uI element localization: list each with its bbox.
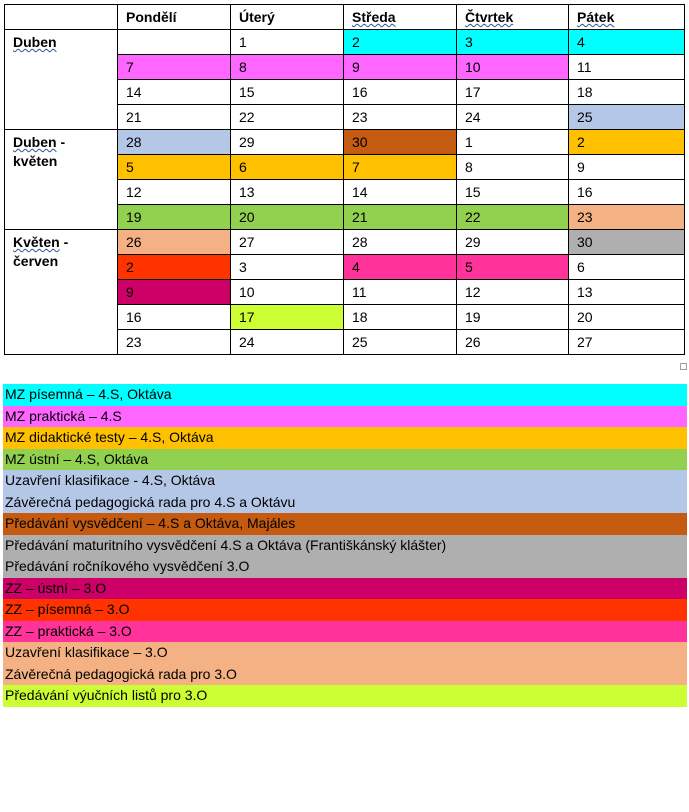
day-cell: 8 bbox=[457, 155, 569, 180]
legend-entry bbox=[3, 578, 687, 600]
day-cell: 1 bbox=[457, 130, 569, 155]
day-cell: 14 bbox=[118, 80, 231, 105]
day-cell: 3 bbox=[231, 255, 344, 280]
color-legend bbox=[3, 384, 687, 707]
month-label-part: Duben bbox=[13, 34, 57, 50]
day-cell: 20 bbox=[231, 205, 344, 230]
header-corner-cell bbox=[5, 5, 118, 30]
month-label-part: Duben bbox=[13, 134, 57, 150]
legend-entry bbox=[3, 449, 687, 471]
legend-text: Předávání ročníkového vysvědčení 3.O bbox=[5, 558, 250, 574]
day-cell: 10 bbox=[457, 55, 569, 80]
month-label-cell bbox=[5, 230, 118, 355]
day-cell: 21 bbox=[118, 105, 231, 130]
calendar-table bbox=[4, 4, 685, 355]
legend-text: Závěrečná pedagogická rada pro 4.S a Oktávu bbox=[5, 493, 296, 510]
legend-text: Závěrečná pedagogická rada pro 3.O bbox=[5, 665, 237, 682]
month-label-part: - bbox=[59, 234, 69, 250]
day-header-cell bbox=[118, 5, 231, 30]
day-header-cell bbox=[344, 5, 457, 30]
month-label-cell bbox=[5, 130, 118, 230]
day-cell: 22 bbox=[457, 205, 569, 230]
day-cell: 18 bbox=[569, 80, 685, 105]
legend-entry bbox=[3, 513, 687, 535]
legend-text: Uzavření klasifikace - 4.S, Oktáva bbox=[5, 472, 216, 488]
day-cell: 27 bbox=[569, 330, 685, 355]
day-header-cell bbox=[569, 5, 685, 30]
month-label-part: Květen bbox=[13, 234, 60, 250]
calendar-body bbox=[5, 30, 685, 355]
calendar-header-row bbox=[5, 5, 685, 30]
month-label-cell bbox=[5, 30, 118, 130]
legend-text: ZZ – písemná – 3.O bbox=[5, 601, 130, 617]
day-cell: 6 bbox=[231, 155, 344, 180]
day-cell: 7 bbox=[344, 155, 457, 180]
day-cell: 27 bbox=[231, 230, 344, 255]
day-cell: 5 bbox=[118, 155, 231, 180]
day-cell: 18 bbox=[344, 305, 457, 330]
day-cell: 2 bbox=[569, 130, 685, 155]
legend-entry bbox=[3, 535, 687, 578]
legend-text: ZZ – praktická – 3.O bbox=[5, 622, 132, 639]
legend-text: Uzavření klasifikace – 3.O bbox=[5, 644, 168, 660]
day-header-cell bbox=[457, 5, 569, 30]
legend-text: Předávání maturitního vysvědčení 4.S a Oktáva (Františkánský klášter) bbox=[5, 536, 447, 553]
day-cell: 24 bbox=[231, 330, 344, 355]
day-header-label: Středa bbox=[352, 9, 396, 25]
day-cell: 29 bbox=[231, 130, 344, 155]
day-cell: 16 bbox=[118, 305, 231, 330]
day-cell: 2 bbox=[118, 255, 231, 280]
legend-text: Předávání vysvědčení – 4.S a Oktáva, Majáles bbox=[5, 515, 296, 531]
legend-entry bbox=[3, 384, 687, 406]
day-cell: 4 bbox=[569, 30, 685, 55]
day-header-label: Úterý bbox=[239, 9, 275, 25]
day-cell: 19 bbox=[118, 205, 231, 230]
calendar-week-row bbox=[5, 30, 685, 55]
day-cell: 9 bbox=[569, 155, 685, 180]
day-cell: 29 bbox=[457, 230, 569, 255]
day-cell: 28 bbox=[118, 130, 231, 155]
month-label-part: červen bbox=[13, 253, 59, 269]
day-cell: 13 bbox=[569, 280, 685, 305]
day-cell: 16 bbox=[569, 180, 685, 205]
day-cell: 15 bbox=[231, 80, 344, 105]
day-cell: 23 bbox=[344, 105, 457, 130]
day-cell: 3 bbox=[457, 30, 569, 55]
legend-entry bbox=[3, 427, 687, 449]
day-cell: 8 bbox=[231, 55, 344, 80]
day-cell: 30 bbox=[569, 230, 685, 255]
day-cell: 21 bbox=[344, 205, 457, 230]
day-cell: 22 bbox=[231, 105, 344, 130]
day-cell: 19 bbox=[457, 305, 569, 330]
day-cell: 23 bbox=[569, 205, 685, 230]
day-cell: 6 bbox=[569, 255, 685, 280]
day-cell: 24 bbox=[457, 105, 569, 130]
legend-entry bbox=[3, 621, 687, 643]
day-cell: 20 bbox=[569, 305, 685, 330]
day-cell: 23 bbox=[118, 330, 231, 355]
day-cell: 16 bbox=[344, 80, 457, 105]
day-cell: 14 bbox=[344, 180, 457, 205]
day-cell: 17 bbox=[231, 305, 344, 330]
legend-text: Předávání výučních listů pro 3.O bbox=[5, 687, 208, 703]
day-cell: 11 bbox=[569, 55, 685, 80]
day-cell: 15 bbox=[457, 180, 569, 205]
day-cell: 4 bbox=[344, 255, 457, 280]
day-cell: 17 bbox=[457, 80, 569, 105]
legend-text: ZZ – ústní – 3.O bbox=[5, 579, 107, 596]
day-cell: 26 bbox=[457, 330, 569, 355]
month-label-part: květen bbox=[13, 153, 58, 169]
day-cell: 12 bbox=[457, 280, 569, 305]
day-cell: 10 bbox=[231, 280, 344, 305]
day-cell: 11 bbox=[344, 280, 457, 305]
legend-entry bbox=[3, 599, 687, 621]
day-cell: 1 bbox=[231, 30, 344, 55]
legend-text: MZ didaktické testy – 4.S, Oktáva bbox=[5, 429, 214, 445]
month-label-part: - bbox=[56, 134, 66, 150]
day-cell: 25 bbox=[569, 105, 685, 130]
legend-entry bbox=[3, 642, 687, 685]
day-header-label: Čtvrtek bbox=[465, 9, 514, 25]
day-cell: 9 bbox=[118, 280, 231, 305]
day-cell: 7 bbox=[118, 55, 231, 80]
day-cell: 30 bbox=[344, 130, 457, 155]
legend-text: MZ ústní – 4.S, Oktáva bbox=[5, 450, 149, 467]
legend-text: MZ písemná – 4.S, Oktáva bbox=[5, 386, 172, 402]
day-header-label: Pondělí bbox=[126, 9, 177, 25]
calendar-week-row bbox=[5, 230, 685, 255]
day-cell: 13 bbox=[231, 180, 344, 205]
day-header-label: Pátek bbox=[577, 9, 615, 25]
day-cell: 2 bbox=[344, 30, 457, 55]
day-header-cell bbox=[231, 5, 344, 30]
day-cell: 28 bbox=[344, 230, 457, 255]
legend-entry bbox=[3, 406, 687, 428]
day-cell: 25 bbox=[344, 330, 457, 355]
table-resize-handle[interactable] bbox=[680, 363, 687, 370]
day-cell: 9 bbox=[344, 55, 457, 80]
day-cell: 26 bbox=[118, 230, 231, 255]
legend-text: MZ praktická – 4.S bbox=[5, 407, 122, 424]
legend-entry bbox=[3, 470, 687, 513]
day-cell: 5 bbox=[457, 255, 569, 280]
calendar-week-row bbox=[5, 130, 685, 155]
day-cell bbox=[118, 30, 231, 55]
day-cell: 12 bbox=[118, 180, 231, 205]
legend-entry bbox=[3, 685, 687, 707]
